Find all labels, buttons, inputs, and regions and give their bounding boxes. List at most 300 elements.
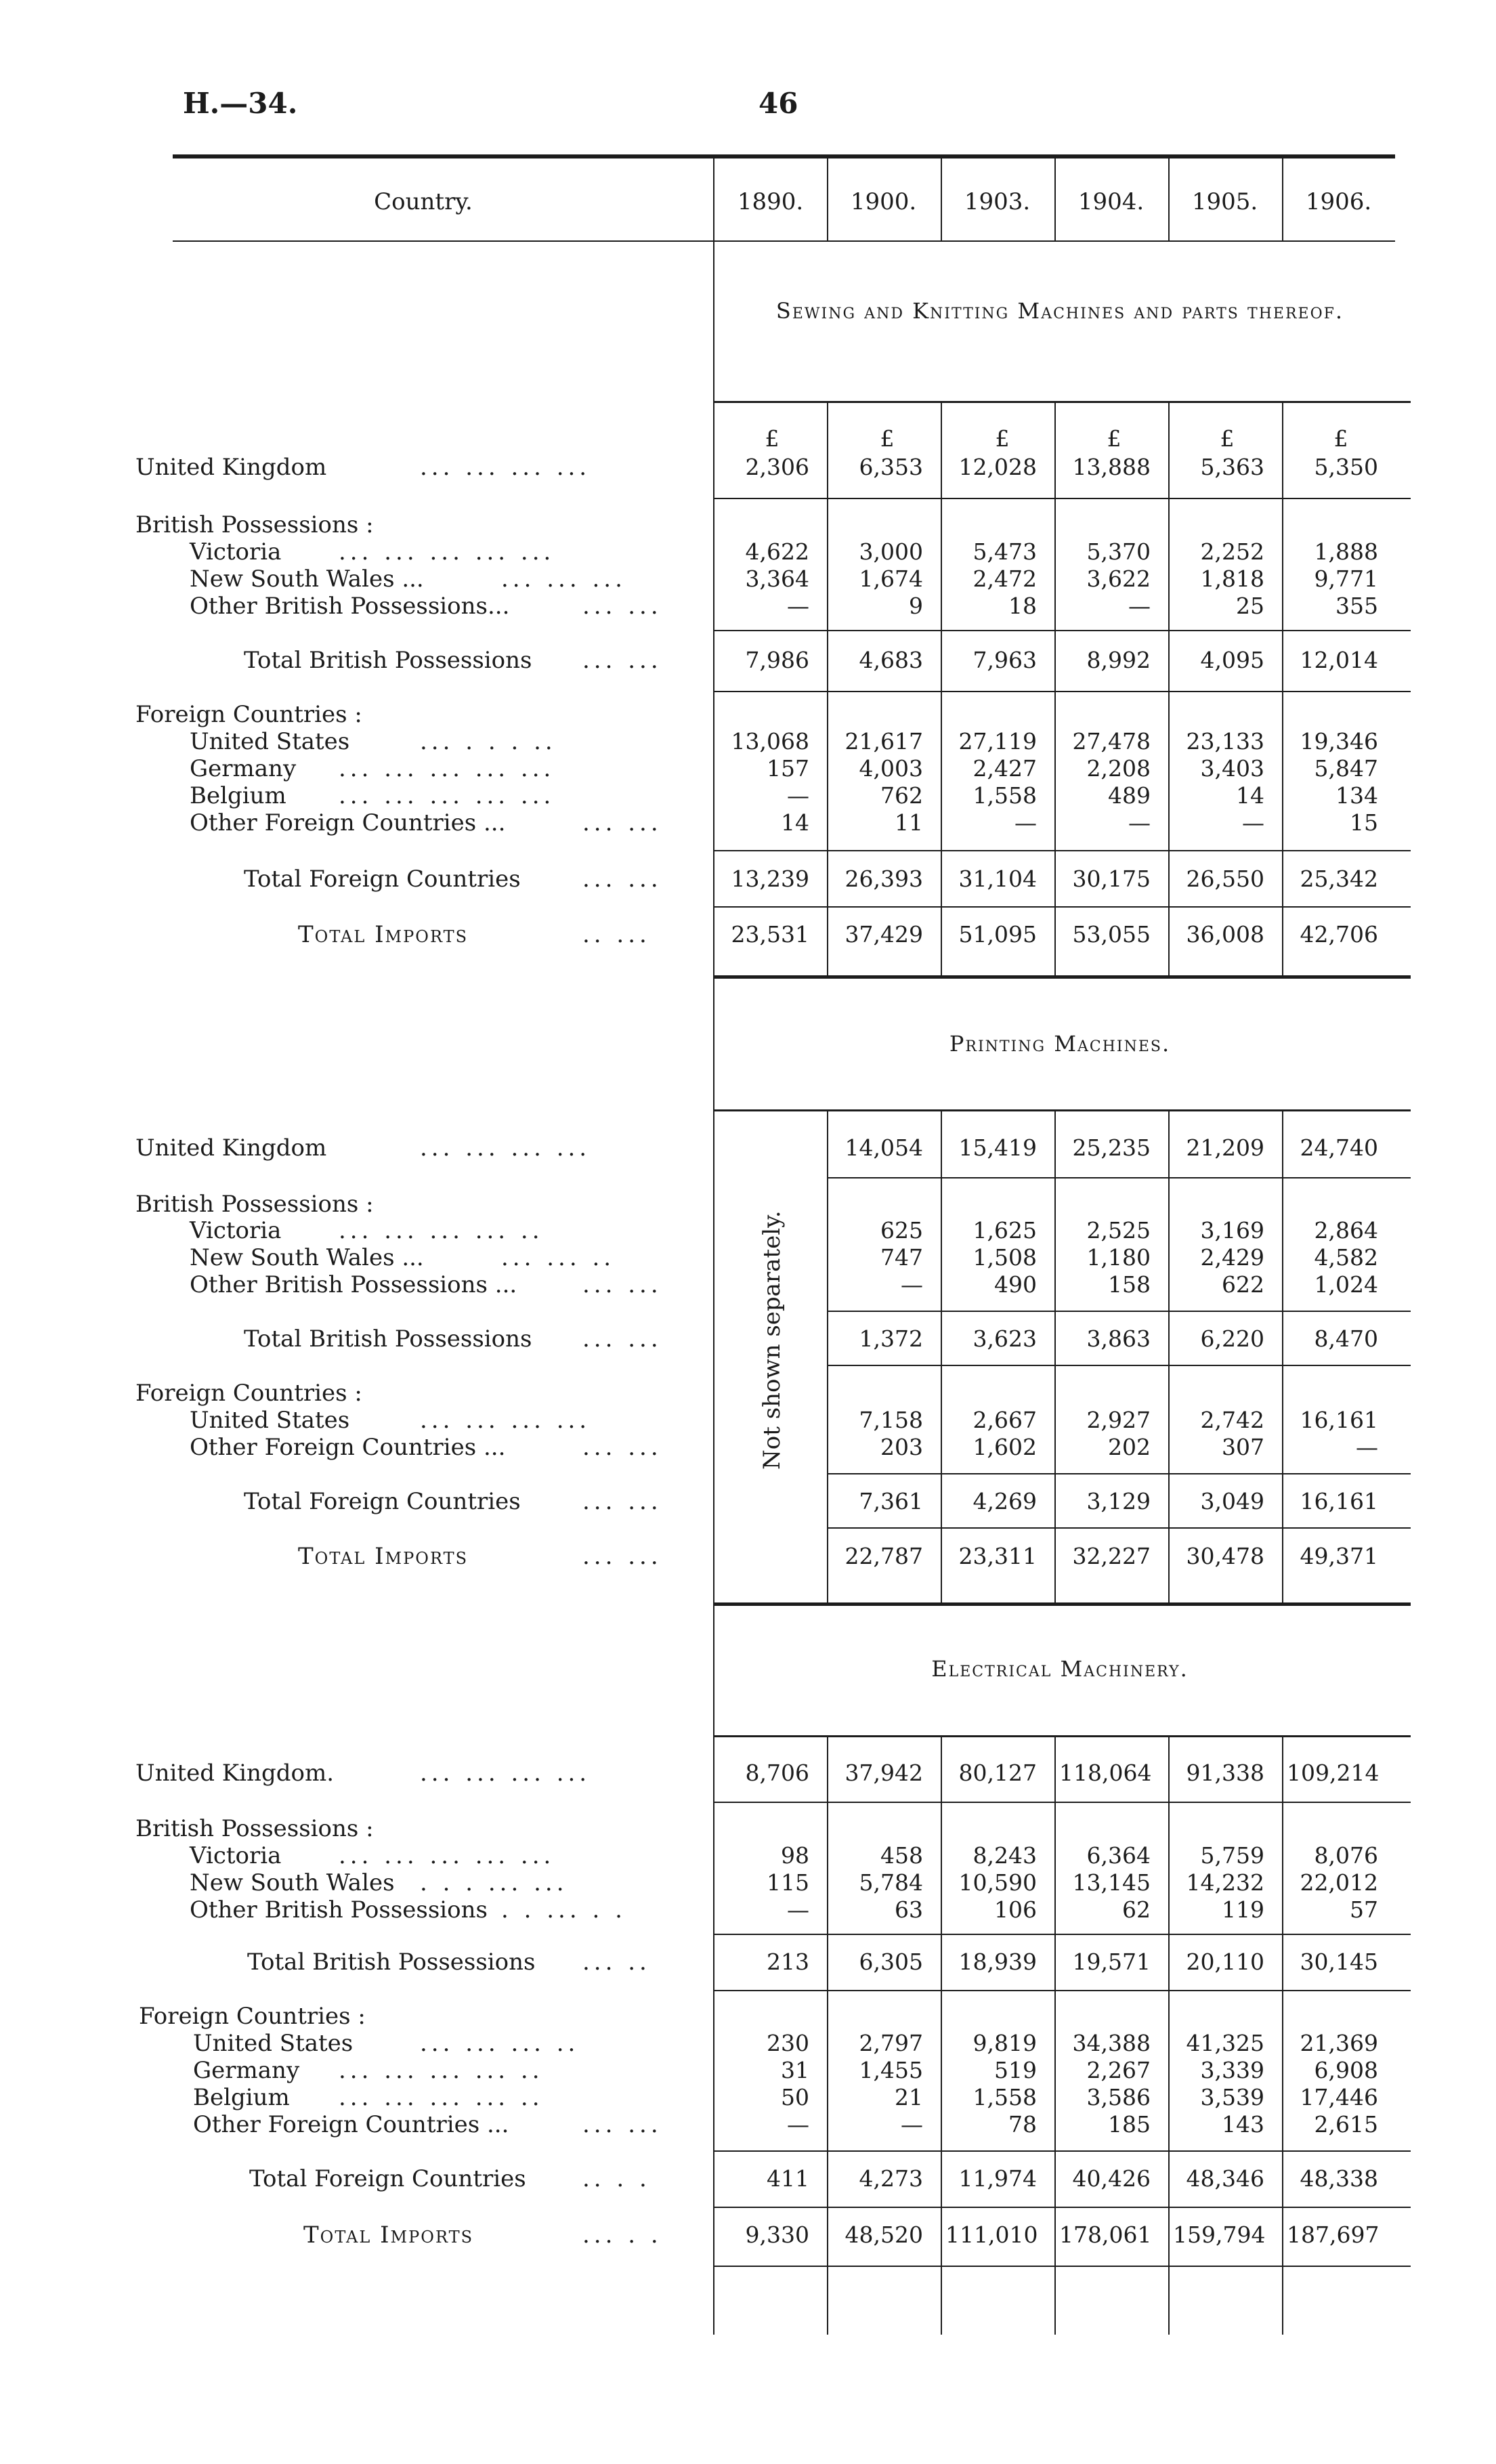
row-label: New South Wales ... — [190, 566, 424, 593]
cell: 50 — [781, 2084, 809, 2110]
cell: 5,350 — [1314, 454, 1378, 480]
cell: 3,586 — [1086, 2084, 1151, 2110]
cell: — — [901, 2111, 923, 2138]
cell: 37,942 — [845, 1760, 923, 1786]
cell: 2,267 — [1086, 2057, 1151, 2083]
column-header-1904: 1904. — [1077, 188, 1145, 215]
total-cell: 31,104 — [958, 866, 1037, 892]
total-cell: 411 — [767, 2165, 809, 2192]
cell: 23,133 — [1186, 728, 1264, 755]
cell: 3,622 — [1086, 566, 1151, 592]
total-cell: 30,145 — [1300, 1949, 1378, 1975]
col-divider — [1282, 1111, 1283, 1602]
cell: 80,127 — [958, 1760, 1037, 1786]
row-label: United States — [190, 1407, 350, 1434]
total-label: Total Foreign Countries — [249, 2165, 526, 2192]
section-rule — [713, 401, 1411, 403]
cell: — — [787, 782, 809, 809]
cell: 15 — [1350, 809, 1378, 836]
cell: 19,346 — [1300, 728, 1378, 755]
col-divider — [827, 1111, 828, 1602]
not-shown-note: Not shown separately. — [758, 1210, 786, 1470]
row-label: United Kingdom. — [135, 1760, 335, 1787]
page-number: 46 — [758, 87, 798, 120]
leader-dots: ... . . — [582, 2222, 662, 2249]
cell: 519 — [994, 2057, 1037, 2083]
row-label: Other Foreign Countries ... — [190, 1434, 506, 1461]
row-label: United States — [193, 2030, 354, 2057]
cell: 9,819 — [973, 2030, 1037, 2056]
cell: 3,339 — [1200, 2057, 1264, 2083]
row-rule — [713, 2207, 1411, 2208]
cell: 6,908 — [1314, 2057, 1378, 2083]
cell: 3,000 — [859, 538, 923, 565]
cell: 3,169 — [1200, 1217, 1264, 1244]
cell: 9 — [909, 593, 923, 619]
row-label: United Kingdom — [135, 454, 327, 481]
total-cell: 19,571 — [1072, 1949, 1151, 1975]
total-cell: 3,623 — [973, 1325, 1037, 1352]
leader-dots: ... .. — [582, 1949, 651, 1976]
total-cell: 11,974 — [958, 2165, 1037, 2192]
cell: 2,927 — [1086, 1407, 1151, 1433]
section-rule — [713, 1735, 1411, 1737]
cell: 25,235 — [1072, 1134, 1151, 1161]
cell: 63 — [895, 1896, 923, 1923]
total-cell: 213 — [767, 1949, 809, 1975]
row-label: Victoria — [190, 538, 282, 566]
grand-total-cell: 37,429 — [845, 921, 923, 948]
cell: 8,706 — [745, 1760, 809, 1786]
cell: 14 — [1236, 782, 1264, 809]
cell: 8,076 — [1314, 1842, 1378, 1869]
group-label: British Possessions : — [135, 1815, 374, 1842]
leader-dots: ... ... ... — [501, 566, 626, 593]
cell: 5,370 — [1086, 538, 1151, 565]
col-divider — [1168, 1111, 1170, 1602]
row-label: Germany — [190, 755, 297, 782]
grand-total-label: Total Imports — [303, 2222, 474, 2249]
leader-dots: .. ... — [582, 921, 651, 948]
cell: 9,771 — [1314, 566, 1378, 592]
cell: 2,472 — [973, 566, 1037, 592]
cell: 24,740 — [1300, 1134, 1378, 1161]
total-cell: 7,963 — [973, 647, 1037, 673]
total-cell: 18,939 — [958, 1949, 1037, 1975]
leader-dots: ... ... ... ... — [420, 1760, 591, 1787]
total-cell: 7,361 — [859, 1488, 923, 1514]
cell: 14 — [781, 809, 809, 836]
cell: 11 — [895, 809, 923, 836]
leader-dots: ... ... ... ... .. — [339, 1217, 544, 1244]
cell: 4,582 — [1314, 1244, 1378, 1271]
leader-dots: ... ... — [582, 866, 662, 893]
cell: 3,364 — [745, 566, 809, 592]
cell: 747 — [880, 1244, 923, 1271]
column-header-1906: 1906. — [1305, 188, 1372, 215]
cell: 2,208 — [1086, 755, 1151, 782]
cell: 1,888 — [1314, 538, 1378, 565]
grand-total-cell: 23,311 — [958, 1543, 1037, 1569]
cell: 25 — [1236, 593, 1264, 619]
cell: 1,558 — [973, 782, 1037, 809]
row-rule — [827, 1527, 1411, 1529]
cell: 203 — [880, 1434, 923, 1460]
row-label: Belgium — [190, 782, 286, 809]
grand-total-cell: 159,794 — [1173, 2222, 1266, 2248]
cell: 6,353 — [859, 454, 923, 480]
group-label: Foreign Countries : — [135, 701, 362, 728]
cell: 13,145 — [1072, 1869, 1151, 1896]
total-cell: 48,338 — [1300, 2165, 1378, 2192]
cell: 78 — [1008, 2111, 1037, 2138]
total-cell: 13,239 — [731, 866, 809, 892]
cell: 2,742 — [1200, 1407, 1264, 1433]
total-cell: 8,992 — [1086, 647, 1151, 673]
total-cell: 6,220 — [1200, 1325, 1264, 1352]
cell: — — [787, 593, 809, 619]
section-title-electrical: Electrical Machinery. — [931, 1656, 1189, 1682]
leader-dots: ... ... — [582, 2111, 662, 2138]
section-title-sewing: Sewing and Knitting Machines and parts thereof. — [775, 298, 1344, 324]
cell: 1,024 — [1314, 1271, 1378, 1298]
total-cell: 20,110 — [1186, 1949, 1264, 1975]
grand-total-cell: 51,095 — [958, 921, 1037, 948]
leader-dots: ... ... — [582, 809, 662, 836]
col-divider — [941, 1737, 942, 2335]
cell: 91,338 — [1186, 1760, 1264, 1786]
col-divider — [941, 1111, 942, 1602]
row-rule — [827, 1365, 1411, 1366]
cell: 1,818 — [1200, 566, 1264, 592]
row-label: Belgium — [193, 2084, 290, 2111]
grand-total-cell: 32,227 — [1072, 1543, 1151, 1569]
cell: 1,508 — [973, 1244, 1037, 1271]
col-divider — [941, 157, 942, 240]
row-rule — [713, 1802, 1411, 1803]
cell: 27,119 — [958, 728, 1037, 755]
cell: 41,325 — [1186, 2030, 1264, 2056]
section-rule — [713, 1109, 1411, 1111]
column-header-country: Country. — [374, 188, 473, 215]
leader-dots: . . . ... ... — [420, 1869, 568, 1896]
cell: 2,252 — [1200, 538, 1264, 565]
grand-total-cell: 111,010 — [945, 2222, 1038, 2248]
row-label: Other Foreign Countries ... — [193, 2111, 509, 2138]
row-rule — [713, 630, 1411, 631]
document-code: H.—34. — [183, 87, 298, 120]
total-cell: 25,342 — [1300, 866, 1378, 892]
cell: 21,209 — [1186, 1134, 1264, 1161]
cell: 2,429 — [1200, 1244, 1264, 1271]
section-end-rule — [713, 975, 1411, 979]
leader-dots: ... ... ... ... ... — [339, 538, 555, 566]
total-cell: 3,863 — [1086, 1325, 1151, 1352]
row-rule — [827, 1473, 1411, 1474]
row-label: New South Wales — [190, 1869, 395, 1896]
currency-symbol: £ — [1220, 425, 1235, 452]
cell: 143 — [1222, 2111, 1264, 2138]
cell: 622 — [1222, 1271, 1264, 1298]
cell: 13,068 — [731, 728, 809, 755]
leader-dots: ... ... — [582, 1325, 662, 1353]
cell: — — [1242, 809, 1264, 836]
row-label: United Kingdom — [135, 1134, 327, 1162]
cell: 5,847 — [1314, 755, 1378, 782]
grand-total-cell: 49,371 — [1300, 1543, 1378, 1569]
total-cell: 6,305 — [859, 1949, 923, 1975]
cell: 12,028 — [958, 454, 1037, 480]
col-divider — [1282, 1737, 1283, 2335]
leader-dots: ... ... ... ... ... — [339, 755, 555, 782]
grand-total-cell: 178,061 — [1059, 2222, 1152, 2248]
cell: — — [901, 1271, 923, 1298]
col-divider — [1168, 1737, 1170, 2335]
col-divider — [827, 157, 828, 240]
cell: 21 — [895, 2084, 923, 2110]
total-cell: 48,346 — [1186, 2165, 1264, 2192]
leader-dots: ... ... — [582, 1543, 662, 1570]
grand-total-cell: 48,520 — [845, 2222, 923, 2248]
column-header-1905: 1905. — [1191, 188, 1258, 215]
leader-dots: ... ... — [582, 593, 662, 620]
cell: 10,590 — [958, 1869, 1037, 1896]
cell: 14,054 — [845, 1134, 923, 1161]
row-label: Victoria — [190, 1842, 282, 1869]
cell: 119 — [1222, 1896, 1264, 1923]
cell: 57 — [1350, 1896, 1378, 1923]
section-title-printing: Printing Machines. — [949, 1031, 1171, 1057]
top-rule — [173, 154, 1395, 158]
cell: 7,158 — [859, 1407, 923, 1433]
cell: 1,674 — [859, 566, 923, 592]
leader-dots: ... ... ... ... — [420, 454, 591, 481]
cell: 458 — [880, 1842, 923, 1869]
column-header-1900: 1900. — [850, 188, 917, 215]
cell: 202 — [1108, 1434, 1151, 1460]
total-cell: 1,372 — [859, 1325, 923, 1352]
cell: 17,446 — [1300, 2084, 1378, 2110]
leader-dots: ... ... ... ... .. — [339, 2084, 544, 2111]
total-cell: 3,129 — [1086, 1488, 1151, 1514]
col-divider — [1054, 1111, 1056, 1602]
row-rule — [713, 1990, 1411, 1991]
row-label: Other Foreign Countries ... — [190, 809, 506, 836]
cell: 5,784 — [859, 1869, 923, 1896]
col-divider — [827, 403, 828, 975]
row-rule — [713, 498, 1411, 499]
leader-dots: ... ... ... ... ... — [339, 1842, 555, 1869]
total-cell: 16,161 — [1300, 1488, 1378, 1514]
cell: 230 — [767, 2030, 809, 2056]
cell: 762 — [880, 782, 923, 809]
currency-symbol: £ — [880, 425, 895, 452]
total-label: Total British Possessions — [244, 1325, 532, 1353]
cell: 185 — [1108, 2111, 1151, 2138]
section-end-rule — [713, 1602, 1411, 1606]
total-cell: 40,426 — [1072, 2165, 1151, 2192]
leader-dots: ... ... — [582, 1434, 662, 1461]
total-cell: 4,269 — [973, 1488, 1037, 1514]
col-divider — [1168, 157, 1170, 240]
leader-dots: .. . . — [582, 2165, 651, 2192]
cell: 31 — [781, 2057, 809, 2083]
col-divider — [1282, 157, 1283, 240]
cell: 1,558 — [973, 2084, 1037, 2110]
cell: 4,003 — [859, 755, 923, 782]
row-label: United States — [190, 728, 350, 755]
cell: — — [1128, 593, 1151, 619]
column-header-1890: 1890. — [737, 188, 804, 215]
cell: 16,161 — [1300, 1407, 1378, 1433]
cell: 158 — [1108, 1271, 1151, 1298]
cell: 13,888 — [1072, 454, 1151, 480]
cell: — — [1128, 809, 1151, 836]
cell: 490 — [994, 1271, 1037, 1298]
cell: 5,473 — [973, 538, 1037, 565]
cell: 21,617 — [845, 728, 923, 755]
cell: 106 — [994, 1896, 1037, 1923]
total-label: Total British Possessions — [244, 647, 532, 674]
col-divider — [1168, 403, 1170, 975]
row-label: Other British Possessions... — [190, 593, 510, 620]
group-label: Foreign Countries : — [135, 1380, 362, 1407]
currency-symbol: £ — [1107, 425, 1121, 452]
cell: 14,232 — [1186, 1869, 1264, 1896]
cell: 1,180 — [1086, 1244, 1151, 1271]
row-rule — [713, 850, 1411, 851]
cell: 1,455 — [859, 2057, 923, 2083]
row-rule — [713, 906, 1411, 908]
row-rule — [713, 691, 1411, 692]
cell: 21,369 — [1300, 2030, 1378, 2056]
grand-total-cell: 36,008 — [1186, 921, 1264, 948]
total-cell: 4,683 — [859, 647, 923, 673]
cell: 1,625 — [973, 1217, 1037, 1244]
cell: 2,797 — [859, 2030, 923, 2056]
col-divider — [1282, 403, 1283, 975]
total-cell: 4,095 — [1200, 647, 1264, 673]
cell: 109,214 — [1287, 1760, 1380, 1786]
cell: — — [787, 2111, 809, 2138]
row-rule — [713, 2150, 1411, 2152]
cell: 22,012 — [1300, 1869, 1378, 1896]
row-label: Germany — [193, 2057, 300, 2084]
cell: 5,363 — [1200, 454, 1264, 480]
leader-dots: ... ... ... ... — [420, 1407, 591, 1434]
total-cell: 4,273 — [859, 2165, 923, 2192]
total-cell: 26,393 — [845, 866, 923, 892]
col-divider — [1054, 157, 1056, 240]
total-label: Total British Possessions — [247, 1949, 536, 1976]
cell: 62 — [1122, 1896, 1151, 1923]
currency-symbol: £ — [1333, 425, 1348, 452]
cell: 34,388 — [1072, 2030, 1151, 2056]
group-label: British Possessions : — [135, 511, 374, 538]
grand-total-label: Total Imports — [298, 1543, 469, 1570]
leader-dots: ... ... ... ... .. — [339, 2057, 544, 2084]
grand-total-cell: 22,787 — [845, 1543, 923, 1569]
col-divider — [941, 403, 942, 975]
grand-total-cell: 23,531 — [731, 921, 809, 948]
total-cell: 8,470 — [1314, 1325, 1378, 1352]
row-label: Victoria — [190, 1217, 282, 1244]
row-rule — [827, 1311, 1411, 1312]
cell: 2,864 — [1314, 1217, 1378, 1244]
row-rule — [827, 1177, 1411, 1178]
cell: 8,243 — [973, 1842, 1037, 1869]
leader-dots: . . ... . . — [501, 1896, 626, 1924]
total-cell: 30,175 — [1072, 866, 1151, 892]
cell: 2,427 — [973, 755, 1037, 782]
grand-total-cell: 9,330 — [745, 2222, 809, 2248]
cell: 18 — [1008, 593, 1037, 619]
leader-dots: ... ... — [582, 647, 662, 674]
col-divider — [827, 1737, 828, 2335]
cell: 3,403 — [1200, 755, 1264, 782]
grand-total-label: Total Imports — [298, 921, 469, 948]
cell: — — [1014, 809, 1037, 836]
cell: 98 — [781, 1842, 809, 1869]
cell: 4,622 — [745, 538, 809, 565]
currency-symbol: £ — [995, 425, 1010, 452]
cell: 3,539 — [1200, 2084, 1264, 2110]
total-cell: 26,550 — [1186, 866, 1264, 892]
cell: 115 — [767, 1869, 809, 1896]
grand-total-cell: 30,478 — [1186, 1543, 1264, 1569]
leader-dots: ... ... — [582, 1271, 662, 1298]
total-cell: 7,986 — [745, 647, 809, 673]
grand-total-cell: 187,697 — [1287, 2222, 1380, 2248]
column-header-1903: 1903. — [964, 188, 1031, 215]
row-label: New South Wales ... — [190, 1244, 424, 1271]
cell: 6,364 — [1086, 1842, 1151, 1869]
header-rule — [173, 240, 1395, 242]
currency-symbol: £ — [765, 425, 779, 452]
total-cell: 12,014 — [1300, 647, 1378, 673]
bottom-rule — [713, 2266, 1411, 2267]
total-label: Total Foreign Countries — [244, 866, 521, 893]
cell: 118,064 — [1059, 1760, 1152, 1786]
cell: 157 — [767, 755, 809, 782]
cell: 625 — [880, 1217, 923, 1244]
col-divider — [1054, 1737, 1056, 2335]
total-cell: 3,049 — [1200, 1488, 1264, 1514]
group-label: British Possessions : — [135, 1191, 374, 1218]
leader-dots: ... ... — [582, 1488, 662, 1515]
cell: 134 — [1335, 782, 1378, 809]
cell: 307 — [1222, 1434, 1264, 1460]
cell: 2,667 — [973, 1407, 1037, 1433]
cell: — — [1356, 1434, 1378, 1460]
cell: 2,525 — [1086, 1217, 1151, 1244]
leader-dots: ... ... ... ... — [420, 1134, 591, 1162]
leader-dots: ... ... ... ... ... — [339, 782, 555, 809]
cell: 1,602 — [973, 1434, 1037, 1460]
leader-dots: ... . . . .. — [420, 728, 557, 755]
row-rule — [713, 1934, 1411, 1935]
leader-dots: ... ... ... .. — [420, 2030, 580, 2057]
col-divider — [713, 157, 714, 2335]
row-label: Other British Possessions — [190, 1896, 488, 1924]
grand-total-cell: 42,706 — [1300, 921, 1378, 948]
leader-dots: ... ... .. — [501, 1244, 616, 1271]
cell: 2,306 — [745, 454, 809, 480]
cell: — — [787, 1896, 809, 1923]
group-label: Foreign Countries : — [139, 2003, 366, 2030]
cell: 5,759 — [1200, 1842, 1264, 1869]
total-label: Total Foreign Countries — [244, 1488, 521, 1515]
